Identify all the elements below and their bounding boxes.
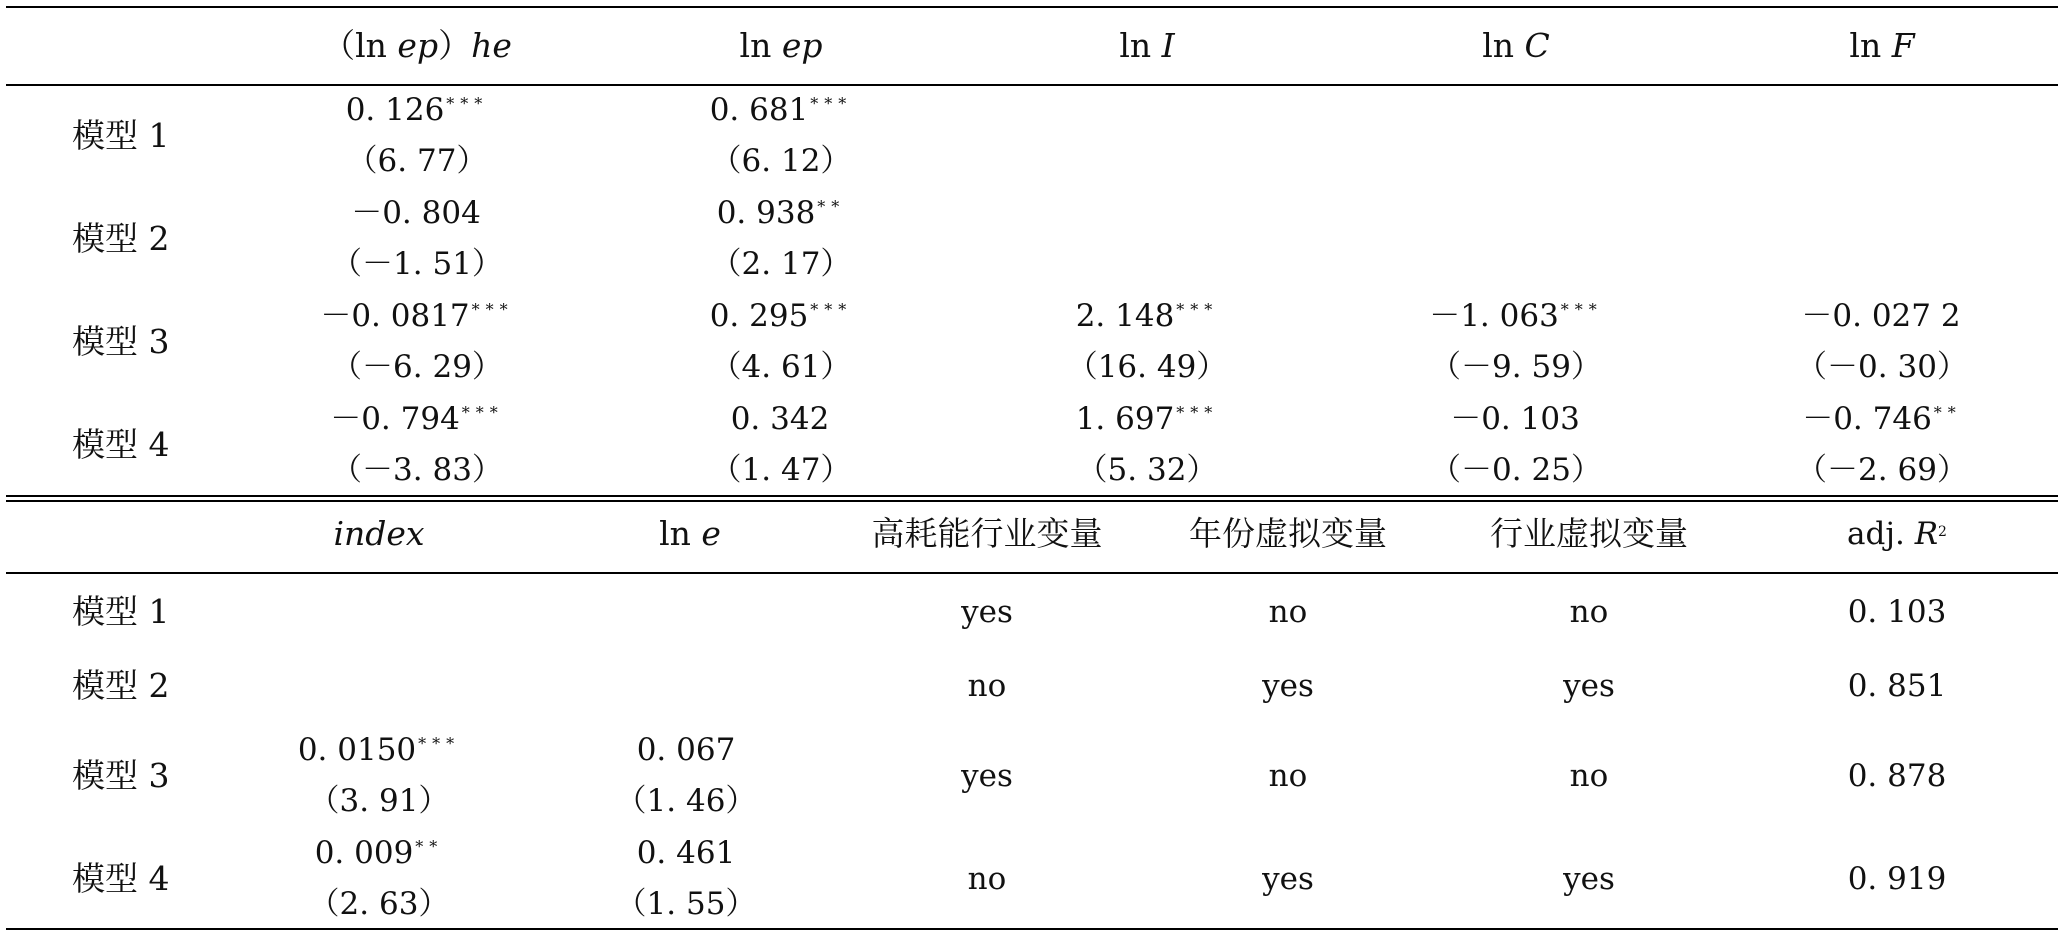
index-tstat-cell: （3. 91） xyxy=(308,783,450,819)
high-energy-cell: no xyxy=(967,861,1007,897)
year-dummy-cell: yes xyxy=(1262,668,1314,704)
header-industry-dummy: 行业虚拟变量 xyxy=(1490,514,1688,553)
tstat-cell: （－6. 29） xyxy=(331,349,503,385)
year-dummy-cell: yes xyxy=(1262,861,1314,897)
coef-cell: －0. 804 xyxy=(351,195,481,231)
bottom-row-label-3: 模型 3 xyxy=(72,756,170,795)
high-energy-cell: yes xyxy=(961,594,1013,630)
index-coef-cell: 0. 0150 *** xyxy=(297,732,461,768)
coef-cell: －0. 746 ** xyxy=(1802,401,1962,437)
double-rule-upper xyxy=(6,495,2058,497)
lne-tstat-cell: （1. 55） xyxy=(615,886,757,922)
index-coef-cell: 0. 009 ** xyxy=(314,835,444,871)
header-lne: ln e xyxy=(659,514,721,553)
tstat-cell: （2. 17） xyxy=(710,246,852,282)
tstat-cell: （－1. 51） xyxy=(331,246,503,282)
tstat-cell: （4. 61） xyxy=(710,349,852,385)
tstat-cell: （16. 49） xyxy=(1066,349,1228,385)
adj-r2-cell: 0. 851 xyxy=(1847,668,1947,704)
coef-cell: 0. 126 *** xyxy=(345,92,489,128)
header-index: index xyxy=(333,514,425,553)
tstat-cell: （6. 77） xyxy=(346,143,488,179)
tstat-cell: （－0. 30） xyxy=(1796,349,1968,385)
coef-cell: －0. 103 xyxy=(1450,401,1580,437)
bottom-header-rule xyxy=(6,572,2058,574)
coef-cell: －0. 0817 *** xyxy=(320,298,514,334)
tstat-cell: （－2. 69） xyxy=(1796,452,1968,488)
top-row-label-4: 模型 4 xyxy=(72,425,170,464)
high-energy-cell: yes xyxy=(961,758,1013,794)
industry-dummy-cell: no xyxy=(1569,594,1609,630)
coef-cell: 2. 148 *** xyxy=(1075,298,1219,334)
header-lnep: ln ep xyxy=(739,26,823,65)
header-lnf: ln F xyxy=(1849,26,1915,65)
coef-cell: 0. 295 *** xyxy=(709,298,853,334)
lne-coef-cell: 0. 067 xyxy=(636,732,736,768)
top-row-label-3: 模型 3 xyxy=(72,322,170,361)
header-rule xyxy=(6,84,2058,86)
year-dummy-cell: no xyxy=(1268,594,1308,630)
lne-tstat-cell: （1. 46） xyxy=(615,783,757,819)
coef-cell: 0. 938 ** xyxy=(716,195,846,231)
year-dummy-cell: no xyxy=(1268,758,1308,794)
adj-r2-cell: 0. 878 xyxy=(1847,758,1947,794)
header-high-energy: 高耗能行业变量 xyxy=(871,514,1103,553)
bottom-row-label-4: 模型 4 xyxy=(72,859,170,898)
tstat-cell: （－0. 25） xyxy=(1430,452,1602,488)
tstat-cell: （5. 32） xyxy=(1076,452,1218,488)
coef-cell: 0. 681 *** xyxy=(709,92,853,128)
top-rule xyxy=(6,6,2058,8)
bottom-row-label-1: 模型 1 xyxy=(72,592,170,631)
header-lnep-he: （ln ep）he xyxy=(322,26,512,65)
lne-coef-cell: 0. 461 xyxy=(636,835,736,871)
tstat-cell: （6. 12） xyxy=(710,143,852,179)
bottom-row-label-2: 模型 2 xyxy=(72,666,170,705)
high-energy-cell: no xyxy=(967,668,1007,704)
header-lnc: ln C xyxy=(1482,26,1550,65)
coef-cell: 1. 697 *** xyxy=(1075,401,1219,437)
top-row-label-2: 模型 2 xyxy=(72,219,170,258)
top-row-label-1: 模型 1 xyxy=(72,116,170,155)
coef-cell: －0. 027 2 xyxy=(1801,298,1961,334)
header-adj-r2: adj. $R^2$ xyxy=(1847,516,1947,552)
industry-dummy-cell: yes xyxy=(1563,861,1615,897)
industry-dummy-cell: yes xyxy=(1563,668,1615,704)
coef-cell: 0. 342 xyxy=(730,401,830,437)
industry-dummy-cell: no xyxy=(1569,758,1609,794)
coef-cell: －1. 063 *** xyxy=(1429,298,1603,334)
double-rule-lower xyxy=(6,500,2058,502)
tstat-cell: （－9. 59） xyxy=(1430,349,1602,385)
index-tstat-cell: （2. 63） xyxy=(308,886,450,922)
tstat-cell: （1. 47） xyxy=(710,452,852,488)
header-year-dummy: 年份虚拟变量 xyxy=(1189,514,1387,553)
coef-cell: －0. 794 *** xyxy=(330,401,504,437)
adj-r2-cell: 0. 919 xyxy=(1847,861,1947,897)
bottom-rule xyxy=(6,928,2058,930)
adj-r2-cell: 0. 103 xyxy=(1847,594,1947,630)
header-lni: ln I xyxy=(1119,26,1175,65)
tstat-cell: （－3. 83） xyxy=(331,452,503,488)
